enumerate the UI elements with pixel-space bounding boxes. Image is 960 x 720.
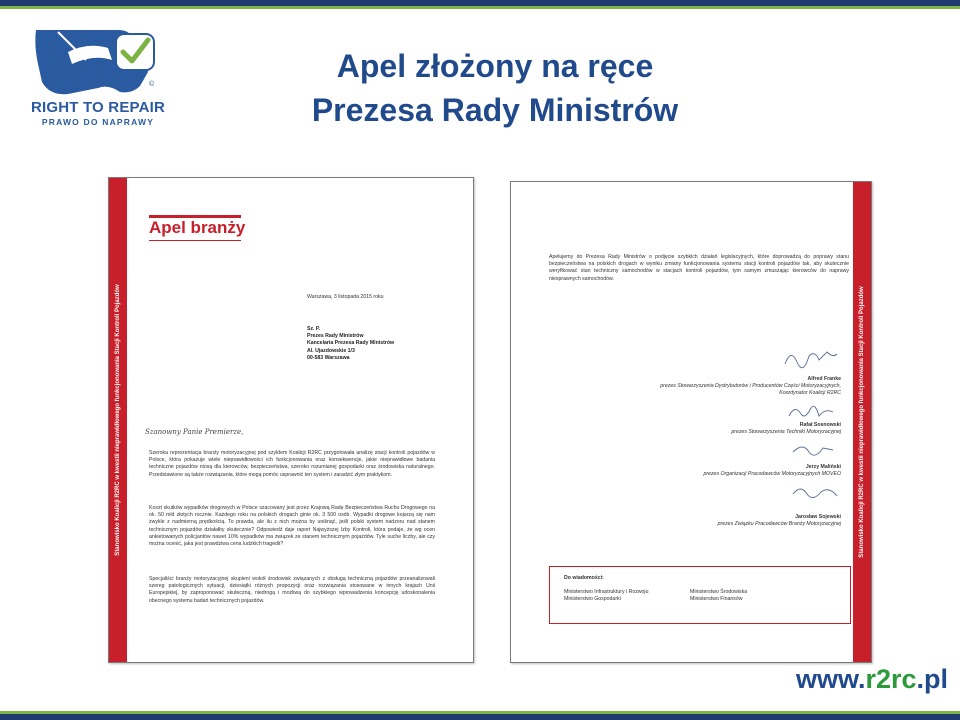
distribution-column-right xyxy=(690,589,747,603)
signatory-role: prezes Związku Pracodawców Branży Motoryzacyjnej xyxy=(717,521,841,528)
signatory-block xyxy=(651,514,841,528)
letter-date: Warszawa, 3 listopada 2015 roku xyxy=(307,294,384,300)
url-suffix: .pl xyxy=(916,664,948,694)
signatory-name: Jarosław Sojewski xyxy=(795,514,841,520)
addressee-line: Prezes Rady Ministrów xyxy=(307,333,364,340)
slide-title xyxy=(235,44,755,132)
addressee-line: Sz. P. xyxy=(307,326,321,332)
distribution-recipient: Ministerstwo Infrastruktury i Rozwoju xyxy=(564,589,649,595)
signatory-block xyxy=(651,464,841,478)
sidebar-text: Stanowisko Koalicji R2RC w kwestii nieprawidłowego funkcjonowania Stacji Kontroli Pojazdów xyxy=(115,284,121,556)
handwritten-salutation: Szanowny Panie Premierze, xyxy=(145,428,244,436)
letter-paragraph: Specjaliści branży motoryzacyjnej skupieni wokół środowisk związanych z obsługą techniczną pojazdów przeanalizowali szereg patologicznych sytuacji, dziesiątki różnych propozycji oraz rozwiązania stosowane w innych krajach Unii Europejskiej, by zaproponować skuteczną, niedrogą i możliwą do szybkiego wprowadzenia koncepcję udoskonalenia obecnego systemu badań technicznych pojazdów. xyxy=(149,576,435,604)
document-heading: Apel branży xyxy=(149,218,246,237)
signatory-block xyxy=(651,422,841,436)
signature-image xyxy=(789,438,849,462)
distribution-recipient: Ministerstwo Gospodarki xyxy=(564,596,621,603)
right-to-repair-logo xyxy=(28,24,168,134)
distribution-column-left xyxy=(564,589,648,603)
addressee-line: Kancelaria Prezesa Rady Ministrów xyxy=(307,340,395,347)
copyright-mark: © xyxy=(149,81,155,88)
website-url[interactable] xyxy=(796,664,948,695)
distribution-recipient: Ministerstwo Finansów xyxy=(690,596,743,603)
url-prefix: www. xyxy=(795,664,866,694)
signature-image xyxy=(781,346,841,370)
signature-image xyxy=(785,482,845,506)
signatory-role: prezes Organizacji Pracodawców Motoryzacyjnych MOVEO xyxy=(703,471,841,478)
top-accent-stripe xyxy=(0,6,960,9)
appeal-paragraph: Apelujemy do Prezesa Rady Ministrów o podjęcie szybkich działań legislacyjnych, które doprowadzą do poprawy stanu bezpieczeństwa na polskich drogach w wyniku zmiany funkcjonowania systemu stacji kontroli pojazdów tak, aby skutecznie weryfikować stan techniczny samochodów w stacjach kontroli pojazdów, tym samym zmuszając kierowców do naprawy niesprawnych samochodów. xyxy=(549,254,849,282)
red-sidebar xyxy=(853,182,871,662)
signatory-role: prezes Stowarzyszenia Techniki Motoryzacyjnej xyxy=(731,429,841,436)
letter-paragraph: Koszt skutków wypadków drogowych w Polsce szacowany jest przez Krajową Radę Bezpieczeństwa Ruchu Drogowego na ok. 50 mld złotych rocznie. Każdego roku na polskich drogach ginie ok. 3 500 osób. Wypadki drogowe kojarzą się nam zwykle z nadmierną prędkością. To prawda, ale ilu z nich można by uniknąć, jeśli polski system nadzoru nad stanem technicznym pojazdów działałby skutecznie? Odpowiedź daje raport Najwyższej Izby Kontroli, która podaje, że wg ocen ankietowanych policjantów nawet 10% wypadków ma związek ze stanem technicznym pojazdów. Tyle suche liczby, ale czy można ocenić, jaka jest prawdziwa cena ludzkich tragedii? xyxy=(149,505,435,548)
distribution-recipient: Ministerstwo Środowiska xyxy=(690,589,748,595)
addressee-line: 00-583 Warszawa xyxy=(307,354,350,361)
signature-image xyxy=(783,400,843,424)
logo-title: RIGHT TO REPAIR xyxy=(30,99,166,116)
document-page-left xyxy=(108,177,474,663)
slide-title-line-1: Apel złożony na ręce xyxy=(336,48,654,84)
slide-title-line-2: Prezesa Rady Ministrów xyxy=(311,92,679,128)
signatory-name: Jerzy Maliński xyxy=(805,464,841,470)
signatory-block xyxy=(651,376,841,398)
signatory-role: prezes Stowarzyszenia Dystrybutorów i Producentów Części Motoryzacyjnych, Koordynator Koalicji R2RC xyxy=(660,383,841,397)
url-accent: r2rc xyxy=(865,664,917,694)
signatory-name: Alfred Franke xyxy=(807,376,841,382)
sidebar-text: Stanowisko Koalicji R2RC w kwestii nieprawidłowego funkcjonowania Stacji Kontroli Pojazdów xyxy=(859,286,865,558)
letter-paragraph: Szeroka reprezentacja branży motoryzacyjnej pod szyldem Koalicji R2RC przygotowała analizę stacji kontroli pojazdów w Polsce, która pokazuje wiele nieprawidłowości ich funkcjonowania oraz konsekwencje, jakie nieprawidłowe badania techniczne pojazdów niosą dla kierowców, bezpieczeństwa, szeroko rozumianej gospodarki oraz środowiska naturalnego. Przedstawione są także rozwiązania, które mogą pomóc usprawnić ten system i zaradzić złym praktykom. xyxy=(149,450,435,478)
addressee-line: Al. Ujazdowskie 1/3 xyxy=(307,347,355,354)
heading-rule-bottom xyxy=(149,240,241,241)
distribution-title: Do wiadomości: xyxy=(564,575,604,581)
addressee-block xyxy=(307,326,394,362)
logo-subtitle: PRAWO DO NAPRAWY xyxy=(41,117,155,127)
signatory-name: Rafał Sosnowski xyxy=(799,422,841,428)
car-check-logo-icon xyxy=(28,24,168,100)
distribution-box xyxy=(549,566,851,624)
bottom-border-stripe xyxy=(0,714,960,720)
document-page-right xyxy=(510,181,872,663)
red-sidebar xyxy=(109,178,127,662)
